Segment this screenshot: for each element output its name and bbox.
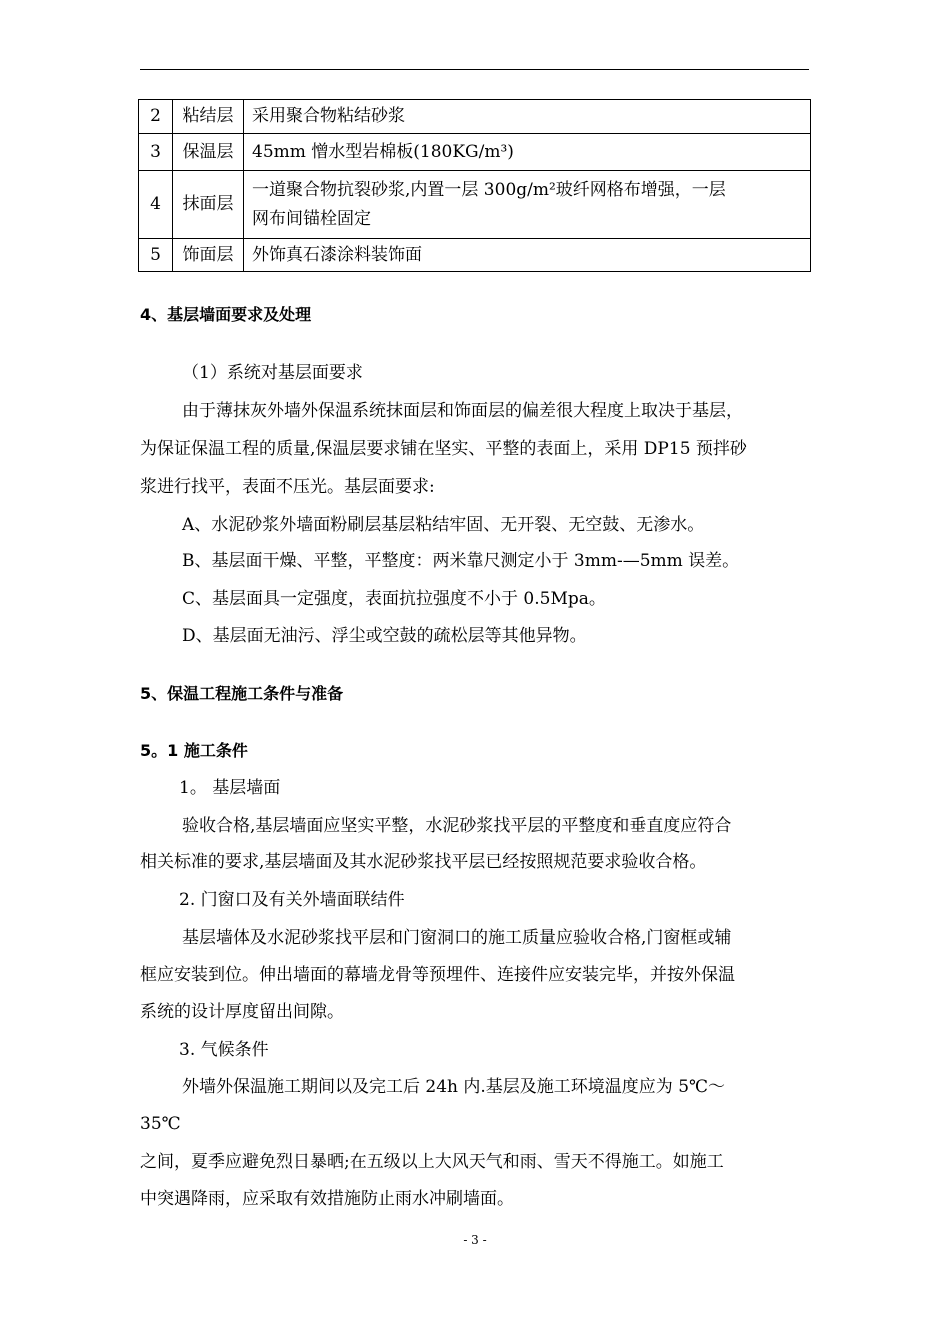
subsection-heading: 5。1 施工条件 (140, 741, 248, 760)
condition-title: 2. 门窗口及有关外墙面联结件 (179, 890, 405, 910)
table-row (139, 100, 811, 134)
layer-description: 45mm 憎水型岩棉板(180KG/m³) (244, 134, 811, 171)
condition-title: 1。 基层墙面 (179, 778, 281, 798)
paragraph-line: 相关标准的要求,基层墙面及其水泥砂浆找平层已经按照规范要求验收合格。 (140, 852, 707, 872)
row-number: 2 (139, 100, 173, 134)
layer-name: 保温层 (173, 134, 244, 171)
layer-name: 饰面层 (173, 239, 244, 272)
row-number: 4 (139, 171, 173, 239)
paragraph-line: 框应安装到位。伸出墙面的幕墙龙骨等预埋件、连接件应安装完毕，并按外保温 (140, 965, 735, 985)
paragraph-line: 基层墙体及水泥砂浆找平层和门窗洞口的施工质量应验收合格,门窗框或辅 (182, 928, 732, 948)
page-number: - 3 - (463, 1233, 487, 1247)
table-row (139, 134, 811, 171)
header-rule (140, 69, 809, 70)
layer-description: 采用聚合物粘结砂浆 (244, 100, 811, 134)
layer-description: 外饰真石漆涂料装饰面 (244, 239, 811, 272)
paragraph-line: 验收合格,基层墙面应坚实平整，水泥砂浆找平层的平整度和垂直度应符合 (182, 816, 732, 836)
section-heading: 4、基层墙面要求及处理 (140, 305, 312, 324)
row-number: 3 (139, 134, 173, 171)
paragraph-line: 浆进行找平，表面不压光。基层面要求: (140, 477, 435, 497)
layer-description-line: 网布间锚栓固定 (252, 208, 371, 229)
layer-table (138, 99, 811, 272)
paragraph-line: 系统的设计厚度留出间隙。 (140, 1002, 344, 1022)
paragraph-line: 之间，夏季应避免烈日暴晒;在五级以上大风天气和雨、雪天不得施工。如施工 (140, 1152, 724, 1172)
paragraph-line: 中突遇降雨，应采取有效措施防止雨水冲刷墙面。 (140, 1189, 514, 1209)
table-row (139, 171, 811, 239)
row-number: 5 (139, 239, 173, 272)
paragraph-line: 35℃ (140, 1114, 181, 1134)
layer-description (244, 171, 811, 239)
table-row (139, 239, 811, 272)
requirement-item: D、基层面无油污、浮尘或空鼓的疏松层等其他异物。 (182, 626, 587, 646)
requirement-item: C、基层面具一定强度，表面抗拉强度不小于 0.5Mpa。 (182, 589, 606, 609)
subsection-heading: （1）系统对基层面要求 (182, 363, 363, 383)
requirement-item: B、基层面干燥、平整，平整度：两米靠尺测定小于 3mm-—5mm 误差。 (182, 551, 740, 571)
condition-title: 3. 气候条件 (179, 1040, 269, 1060)
paragraph-line: 由于薄抹灰外墙外保温系统抹面层和饰面层的偏差很大程度上取决于基层， (182, 401, 743, 421)
layer-name: 抹面层 (173, 171, 244, 239)
paragraph-line: 为保证保温工程的质量,保温层要求铺在坚实、平整的表面上，采用 DP15 预拌砂 (140, 439, 747, 459)
layer-description-line: 一道聚合物抗裂砂浆,内置一层 300g/m²玻纤网格布增强，一层 (252, 179, 726, 200)
requirement-item: A、水泥砂浆外墙面粉刷层基层粘结牢固、无开裂、无空鼓、无渗水。 (182, 515, 705, 535)
paragraph-line: 外墙外保温施工期间以及完工后 24h 内.基层及施工环境温度应为 5℃～ (182, 1077, 726, 1097)
layer-name: 粘结层 (173, 100, 244, 134)
section-heading: 5、保温工程施工条件与准备 (140, 684, 344, 703)
